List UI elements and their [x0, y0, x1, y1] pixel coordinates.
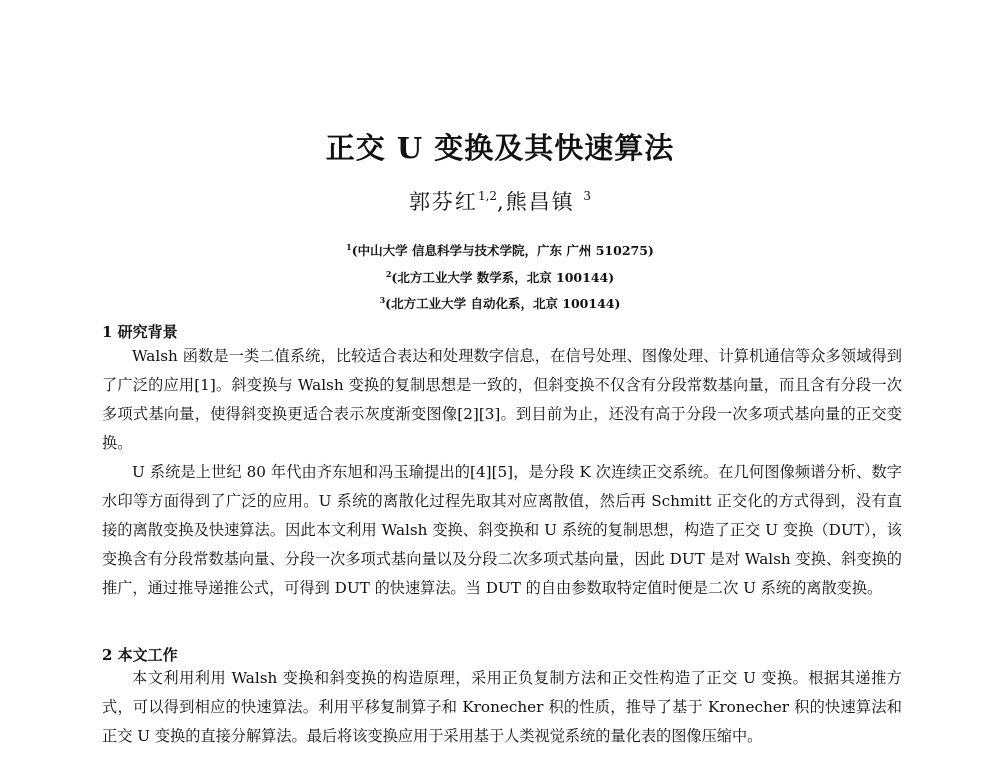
- affiliation-mark: 3: [379, 295, 386, 305]
- affiliation-mark: 2: [385, 269, 392, 279]
- author-separator: ,: [497, 190, 506, 214]
- affiliation-text: (北方工业大学 自动化系，北京 100144): [385, 296, 621, 311]
- body-paragraph: 本文利用利用 Walsh 变换和斜变换的构造原理，采用正负复制方法和正交性构造了正交 U 变换。根据其递推方式，可以得到相应的快速算法。利用平移复制算子和 Kronecher 积的性质，推导了基于 Kronecher 积的快速算法和正交 U 变换的直接分解算法。最后将该变换应用于采用基于人类视觉系统的量化表的图像压缩中。: [102, 669, 902, 745]
- body-paragraph: U 系统是上世纪 80 年代由齐东旭和冯玉瑜提出的[4][5]，是分段 K 次连续正交系统。在几何图像频谱分析、数字水印等方面得到了广泛的应用。U 系统的离散化过程先取其对应离散值，然后再 Schmitt 正交化的方式得到，没有直接的离散变换及快速算法。因此本文利用 Walsh 变换、斜变换和 U 系统的复制思想，构造了正交 U 变换（DUT），该变换含有分段常数基向量、分段一次多项式基向量以及分段二次多项式基向量，因此 DUT 是对 Walsh 变换、斜变换的推广，通过推导递推公式，可得到 DUT 的快速算法。当 DUT 的自由参数取特定值时便是二次 U 系统的离散变换。: [102, 463, 902, 597]
- affiliation-line: [0, 241, 1000, 259]
- section-heading: 2 本文工作: [102, 646, 178, 664]
- affiliation-text: (中山大学 信息科学与技术学院，广东 广州 510275): [351, 243, 654, 258]
- author-name: 郭芬红: [408, 190, 478, 214]
- author-name: 熊昌镇: [505, 190, 575, 214]
- paper-title: 正交 U 变换及其快速算法: [325, 131, 675, 165]
- affiliation-text: (北方工业大学 数学系，北京 100144): [391, 270, 615, 285]
- affiliation-line: [0, 268, 1000, 286]
- author-affiliation-mark: 1,2: [477, 189, 498, 203]
- authors-line: [0, 186, 1000, 216]
- affiliation-mark: 1: [346, 242, 352, 252]
- section-heading: 1 研究背景: [102, 323, 178, 341]
- body-paragraph: Walsh 函数是一类二值系统，比较适合表达和处理数字信息，在信号处理、图像处理、计算机通信等众多领域得到了广泛的应用[1]。斜变换与 Walsh 变换的复制思想是一致的，但斜变换不仅含有分段常数基向量，而且含有分段一次多项式基向量，使得斜变换更适合表示灰度渐变图像[2][3]。到目前为止，还没有高于分段一次多项式基向量的正交变换。: [102, 347, 902, 452]
- affiliation-line: [0, 294, 1000, 312]
- author-affiliation-mark: 3: [583, 189, 592, 203]
